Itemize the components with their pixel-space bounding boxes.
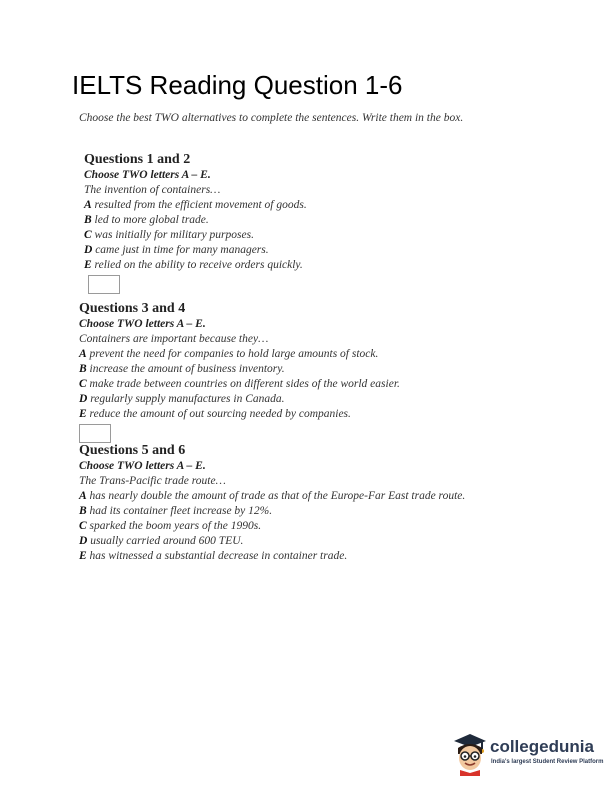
question-section-5-6 (79, 443, 539, 564)
option-e (79, 549, 539, 564)
option-text: resulted from the efficient movement of goods. (94, 199, 307, 211)
option-d (79, 392, 539, 407)
graduate-mascot-icon (450, 732, 490, 776)
section-heading: Questions 3 and 4 (79, 301, 186, 316)
option-text: increase the amount of business inventory. (89, 363, 285, 375)
question-section-3-4 (79, 301, 539, 443)
question-section-1-2 (84, 152, 544, 294)
option-d (84, 243, 544, 258)
option-b (84, 213, 544, 228)
option-c (79, 519, 539, 534)
option-text: had its container fleet increase by 12%. (89, 505, 273, 517)
option-letter: A (84, 199, 92, 211)
option-a (79, 347, 539, 362)
section-subheading: Choose TWO letters A – E. (79, 460, 206, 472)
option-letter: C (84, 229, 92, 241)
option-letter: B (84, 214, 92, 226)
option-text: prevent the need for companies to hold large amounts of stock. (89, 348, 379, 360)
instruction-text: Choose the best TWO alternatives to complete the sentences. Write them in the box. (79, 112, 464, 124)
option-letter: E (79, 408, 87, 420)
option-text: has nearly double the amount of trade as that of the Europe-Far East trade route. (89, 490, 466, 502)
option-text: came just in time for many managers. (95, 244, 269, 256)
logo-name: collegedunia (490, 737, 594, 756)
question-stem: The Trans-Pacific trade route… (79, 475, 226, 487)
option-a (84, 198, 544, 213)
option-b (79, 362, 539, 377)
section-heading: Questions 5 and 6 (79, 443, 186, 458)
option-letter: A (79, 490, 87, 502)
option-letter: D (79, 535, 88, 547)
option-text: relied on the ability to receive orders quickly. (94, 259, 303, 271)
logo-tagline: India's largest Student Review Platform (491, 759, 604, 765)
option-text: led to more global trade. (94, 214, 209, 226)
option-letter: D (84, 244, 93, 256)
option-letter: E (84, 259, 92, 271)
section-heading: Questions 1 and 2 (84, 152, 191, 167)
option-text: usually carried around 600 TEU. (90, 535, 244, 547)
question-stem: Containers are important because they… (79, 333, 269, 345)
option-letter: C (79, 378, 87, 390)
option-a (79, 489, 539, 504)
option-text: make trade between countries on different sides of the world easier. (89, 378, 400, 390)
collegedunia-logo[interactable] (450, 732, 604, 777)
option-d (79, 534, 539, 549)
section-subheading: Choose TWO letters A – E. (84, 169, 211, 181)
option-b (79, 504, 539, 519)
option-letter: D (79, 393, 88, 405)
option-c (84, 228, 544, 243)
option-text: has witnessed a substantial decrease in container trade. (89, 550, 348, 562)
option-e (84, 258, 544, 273)
option-letter: C (79, 520, 87, 532)
answer-box-q1-2[interactable] (88, 275, 120, 294)
option-letter: B (79, 505, 87, 517)
option-text: was initially for military purposes. (94, 229, 254, 241)
option-letter: A (79, 348, 87, 360)
section-subheading: Choose TWO letters A – E. (79, 318, 206, 330)
page-title: IELTS Reading Question 1-6 (72, 70, 403, 100)
question-stem: The invention of containers… (84, 184, 221, 196)
option-text: sparked the boom years of the 1990s. (89, 520, 262, 532)
option-e (79, 407, 539, 422)
option-text: reduce the amount of out sourcing needed by companies. (89, 408, 351, 420)
option-text: regularly supply manufactures in Canada. (90, 393, 285, 405)
option-c (79, 377, 539, 392)
answer-box-q3-4[interactable] (79, 424, 111, 443)
option-letter: B (79, 363, 87, 375)
option-letter: E (79, 550, 87, 562)
